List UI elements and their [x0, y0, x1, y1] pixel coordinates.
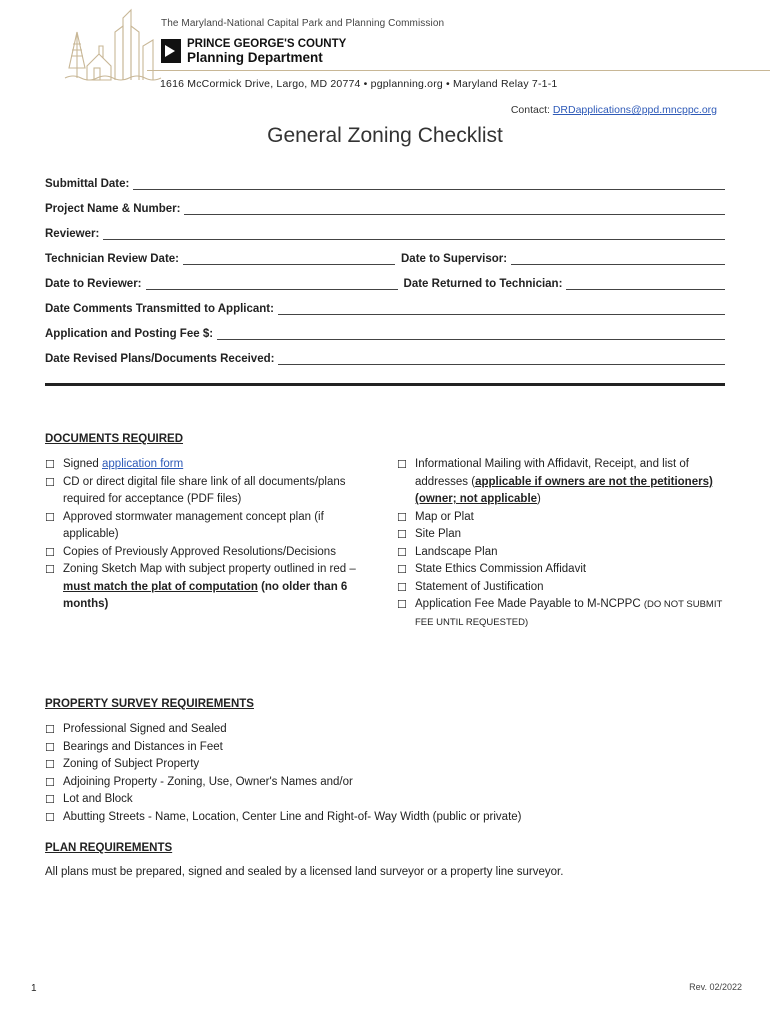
- checkbox-icon[interactable]: ☐: [397, 580, 407, 594]
- date-to-supervisor-label: Date to Supervisor:: [401, 253, 508, 265]
- checkbox-icon[interactable]: ☐: [397, 598, 407, 611]
- doc-item-text: ): [537, 493, 541, 505]
- doc-item-text: State Ethics Commission Affidavit: [415, 563, 587, 575]
- survey-list: [45, 721, 725, 826]
- date-comments-label: Date Comments Transmitted to Applicant:: [45, 303, 274, 315]
- checkbox-icon[interactable]: ☐: [45, 793, 55, 806]
- checkbox-icon[interactable]: ☐: [397, 510, 407, 524]
- doc-item-text: Application Fee Made Payable to M-NCPPC: [415, 598, 644, 610]
- contact-email-link[interactable]: DRDapplications@ppd.mncppc.org: [552, 104, 717, 116]
- date-revised-label: Date Revised Plans/Documents Received:: [45, 353, 275, 365]
- documents-heading: DOCUMENTS REQUIRED: [45, 433, 184, 445]
- department-name: Planning Department: [187, 50, 323, 65]
- letterhead: [55, 6, 755, 116]
- project-name-field[interactable]: [45, 199, 725, 215]
- project-name-label: Project Name & Number:: [45, 203, 181, 215]
- contact-line: [511, 104, 717, 116]
- survey-item[interactable]: [45, 791, 725, 809]
- checkbox-icon[interactable]: ☐: [397, 458, 407, 471]
- doc-item-resolutions[interactable]: [45, 544, 380, 562]
- survey-item-text: Professional Signed and Sealed: [63, 723, 227, 735]
- checkbox-icon[interactable]: ☐: [45, 545, 55, 559]
- checkbox-icon[interactable]: ☐: [397, 563, 407, 576]
- planning-mark-icon: [161, 39, 181, 63]
- checkbox-icon[interactable]: ☐: [45, 458, 55, 471]
- doc-item-text: Zoning Sketch Map with subject property outlined in red –: [63, 563, 356, 575]
- checkbox-icon[interactable]: ☐: [45, 563, 55, 576]
- checkbox-icon[interactable]: ☐: [45, 723, 55, 736]
- date-revised-blank[interactable]: [278, 353, 725, 365]
- header-divider: [147, 70, 770, 71]
- survey-item[interactable]: [45, 739, 725, 757]
- project-name-blank[interactable]: [184, 203, 725, 215]
- doc-item-sketch-map[interactable]: [45, 561, 380, 614]
- survey-item-text: Adjoining Property - Zoning, Use, Owner's Names and/or: [63, 775, 353, 788]
- technician-review-date-blank[interactable]: [183, 253, 395, 265]
- doc-item-digital-files[interactable]: [45, 474, 380, 509]
- survey-item-text: Bearings and Distances in Feet: [63, 740, 223, 753]
- fee-label: Application and Posting Fee $:: [45, 328, 214, 340]
- doc-item-text: Informational Mailing with Affidavit, Receipt, and list of addresses (: [415, 458, 690, 488]
- fee-blank[interactable]: [217, 328, 725, 340]
- technician-review-date-label: Technician Review Date:: [45, 253, 179, 265]
- doc-item-text: Approved stormwater management concept plan (if applicable): [63, 510, 324, 540]
- doc-item-text: Site Plan: [415, 528, 462, 540]
- date-to-supervisor-blank[interactable]: [511, 253, 725, 265]
- date-revised-field[interactable]: [45, 349, 725, 365]
- plan-requirements-text: All plans must be prepared, signed and sealed by a licensed land surveyor or a property line surveyor.: [45, 866, 564, 878]
- doc-item-ethics-affidavit[interactable]: [397, 561, 727, 579]
- doc-item-application-fee[interactable]: [397, 596, 727, 631]
- survey-item-text: Abutting Streets - Name, Location, Center Line and Right-of- Way Width (public or private): [63, 810, 522, 823]
- checkbox-icon[interactable]: ☐: [45, 758, 55, 771]
- page-number: 1: [31, 983, 37, 994]
- application-form-link[interactable]: application form: [102, 458, 184, 470]
- doc-item-text: Copies of Previously Approved Resolutions/Decisions: [63, 545, 336, 558]
- date-to-reviewer-blank[interactable]: [146, 278, 398, 290]
- doc-item-note: (no older than 6 months): [63, 580, 348, 610]
- doc-item-justification[interactable]: [397, 579, 727, 597]
- checkbox-icon[interactable]: ☐: [45, 475, 55, 489]
- checkbox-icon[interactable]: ☐: [45, 775, 55, 789]
- date-returned-blank[interactable]: [566, 278, 725, 290]
- doc-item-mailing[interactable]: [397, 456, 727, 509]
- checkbox-icon[interactable]: ☐: [45, 510, 55, 524]
- documents-left-list: [45, 456, 380, 614]
- doc-item-landscape-plan[interactable]: [397, 544, 727, 562]
- doc-item-text: Statement of Justification: [415, 580, 544, 593]
- doc-item-emphasis: applicable if owners are not the petitioners) (owner; not applicable: [415, 475, 713, 505]
- reviewer-field[interactable]: [45, 224, 725, 240]
- doc-item-note: (DO NOT SUBMIT FEE UNTIL REQUESTED): [415, 599, 723, 628]
- documents-right-list: [397, 456, 727, 631]
- reviewer-blank[interactable]: [103, 228, 725, 240]
- section-divider: [45, 383, 725, 386]
- doc-item-site-plan[interactable]: [397, 526, 727, 544]
- submittal-date-label: Submittal Date:: [45, 178, 130, 190]
- survey-item-text: Lot and Block: [63, 793, 133, 805]
- checkbox-icon[interactable]: ☐: [45, 740, 55, 754]
- date-returned-label: Date Returned to Technician:: [403, 278, 563, 290]
- checkbox-icon[interactable]: ☐: [45, 810, 55, 824]
- survey-item[interactable]: [45, 756, 725, 774]
- doc-item-text: Map or Plat: [415, 510, 474, 523]
- checkbox-icon[interactable]: ☐: [397, 545, 407, 559]
- page-title: General Zoning Checklist: [267, 124, 503, 147]
- survey-item[interactable]: [45, 774, 725, 792]
- county-name: PRINCE GEORGE'S COUNTY: [187, 38, 347, 50]
- contact-label: Contact:: [510, 104, 553, 116]
- date-comments-blank[interactable]: [278, 303, 725, 315]
- doc-item-stormwater[interactable]: [45, 509, 380, 544]
- survey-item[interactable]: [45, 721, 725, 739]
- commission-name: The Maryland-National Capital Park and Planning Commission: [161, 18, 445, 29]
- fee-field[interactable]: [45, 324, 725, 340]
- address-line: 1616 McCormick Drive, Largo, MD 20774 • pgplanning.org • Maryland Relay 7-1-1: [160, 78, 558, 90]
- submittal-date-blank[interactable]: [133, 178, 725, 190]
- reviewer-label: Reviewer:: [45, 228, 100, 240]
- survey-item-text: Zoning of Subject Property: [63, 758, 200, 770]
- doc-item-text: Landscape Plan: [415, 545, 498, 558]
- plan-heading: PLAN REQUIREMENTS: [45, 842, 173, 854]
- doc-item-text: Signed: [63, 458, 103, 470]
- date-to-reviewer-label: Date to Reviewer:: [45, 278, 142, 290]
- submittal-date-field[interactable]: [45, 174, 725, 190]
- date-comments-field[interactable]: [45, 299, 725, 315]
- doc-item-text: CD or direct digital file share link of all documents/plans required for acceptance (PDF files): [63, 475, 346, 505]
- revision-date: Rev. 02/2022: [689, 982, 742, 992]
- survey-item[interactable]: [45, 809, 725, 827]
- reviewer-returned-row: [45, 274, 725, 290]
- doc-item-map-plat[interactable]: [397, 509, 727, 527]
- doc-item-emphasis: must match the plat of computation: [63, 580, 258, 593]
- checkbox-icon[interactable]: ☐: [397, 528, 407, 541]
- survey-heading: PROPERTY SURVEY REQUIREMENTS: [45, 698, 254, 710]
- doc-item-application-form[interactable]: [45, 456, 380, 474]
- technician-supervisor-row: [45, 249, 725, 265]
